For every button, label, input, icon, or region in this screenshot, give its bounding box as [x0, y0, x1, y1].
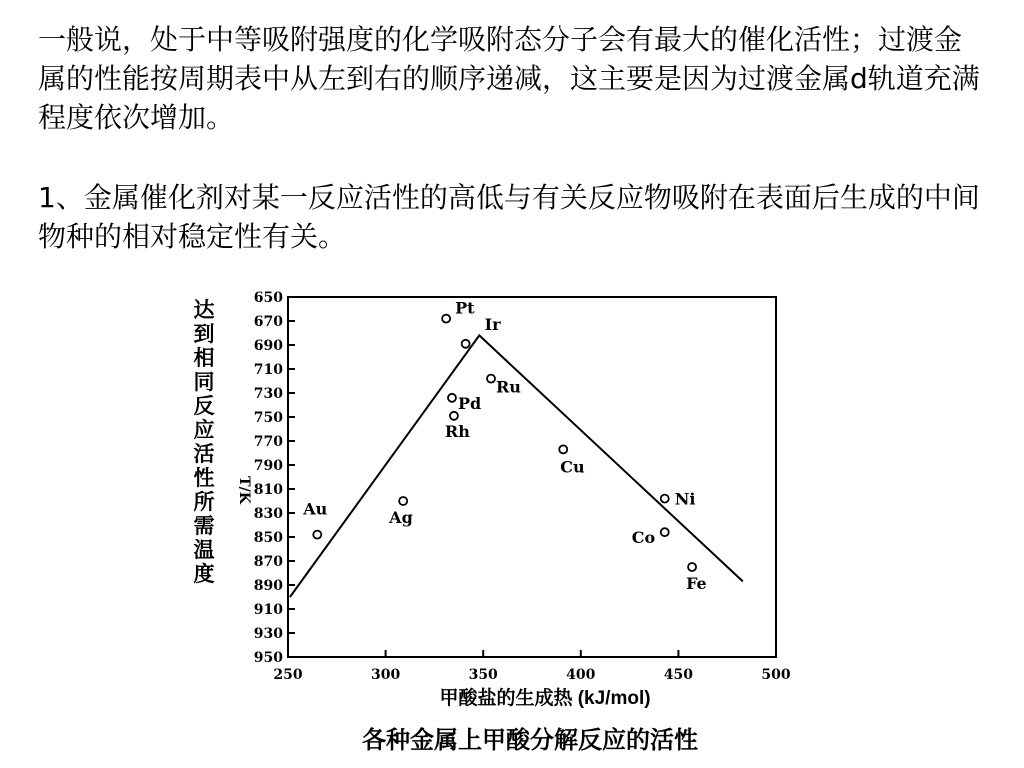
point-ag — [388, 497, 413, 527]
point-one-paragraph: 1、金属催化剂对某一反应活性的高低与有关反应物吸附在表面后生成的中间物种的相对稳定性有关。 — [38, 181, 980, 253]
point-label: Ir — [484, 314, 501, 334]
point-pt — [442, 299, 475, 323]
point-label: Pt — [455, 298, 475, 318]
point-ru — [487, 375, 521, 397]
point-label: Ni — [674, 489, 696, 509]
point-fe — [686, 563, 707, 593]
y-axis-unit: T/K — [236, 476, 252, 504]
point-label: Ag — [389, 508, 413, 527]
x-tick-label: 250 — [273, 667, 303, 683]
point-au — [302, 500, 327, 539]
x-tick-label: 400 — [566, 667, 596, 683]
x-tick-label: 300 — [370, 667, 401, 683]
point-marker — [399, 497, 407, 505]
y-tick-label: 770 — [253, 434, 283, 450]
trend-line — [290, 335, 743, 597]
point-co — [632, 528, 669, 547]
point-marker — [559, 445, 567, 453]
data-points — [302, 299, 706, 593]
intro-paragraph: 一般说，处于中等吸附强度的化学吸附态分子会有最大的催化活性；过渡金属的性能按周期表中从左到右的顺序递减，这主要是因为过渡金属d轨道充满程度依次增加。 — [38, 23, 980, 134]
y-axis-label: 达到相同反应活性所需温度 — [193, 298, 215, 586]
chart-caption: 各种金属上甲酸分解反应的活性 — [362, 725, 698, 754]
y-tick-label: 910 — [253, 602, 283, 618]
x-tick-label: 500 — [761, 667, 791, 683]
x-tick-label: 350 — [468, 667, 498, 683]
point-marker — [462, 340, 470, 348]
point-pd — [448, 394, 481, 413]
y-tick-label: 750 — [253, 410, 283, 426]
y-tick-label: 730 — [253, 386, 283, 402]
point-marker — [487, 375, 495, 383]
point-marker — [661, 495, 669, 503]
y-tick-label: 790 — [253, 458, 283, 474]
point-marker — [450, 412, 458, 420]
point-marker — [442, 315, 450, 323]
point-label: Co — [631, 528, 656, 548]
y-tick-label: 850 — [253, 530, 283, 546]
point-marker — [688, 563, 696, 571]
y-tick-label: 870 — [253, 554, 283, 570]
point-label: Au — [303, 499, 328, 519]
point-label: Rh — [444, 421, 470, 441]
point-marker — [661, 528, 669, 536]
point-ir — [462, 315, 501, 348]
x-tick — [664, 650, 693, 683]
y-tick-label: 650 — [253, 290, 283, 306]
y-tick-label: 890 — [253, 578, 283, 594]
x-tick — [566, 650, 595, 683]
point-ni — [661, 490, 696, 509]
point-label: Fe — [686, 574, 707, 593]
point-cu — [559, 445, 585, 476]
point-label: Pd — [457, 393, 482, 413]
x-tick — [371, 650, 400, 683]
x-tick-label: 450 — [663, 667, 694, 683]
x-axis-ticks — [273, 650, 790, 683]
y-tick-label: 810 — [253, 482, 283, 498]
point-marker — [448, 394, 456, 402]
x-tick — [469, 650, 498, 683]
y-tick-label: 950 — [253, 650, 283, 666]
y-tick-label: 690 — [253, 338, 283, 354]
trend-line-group — [290, 335, 743, 597]
point-label: Ru — [496, 377, 521, 397]
y-tick-label: 830 — [253, 506, 283, 522]
y-tick-label: 670 — [253, 314, 283, 330]
y-tick-label: 930 — [253, 626, 283, 642]
point-marker — [313, 531, 321, 539]
x-axis-label: 甲酸盐的生成热 (kJ/mol) — [439, 688, 651, 709]
y-tick-label: 710 — [253, 362, 283, 378]
point-label: Cu — [560, 457, 585, 477]
point-rh — [445, 412, 470, 441]
plot-frame — [288, 297, 776, 657]
